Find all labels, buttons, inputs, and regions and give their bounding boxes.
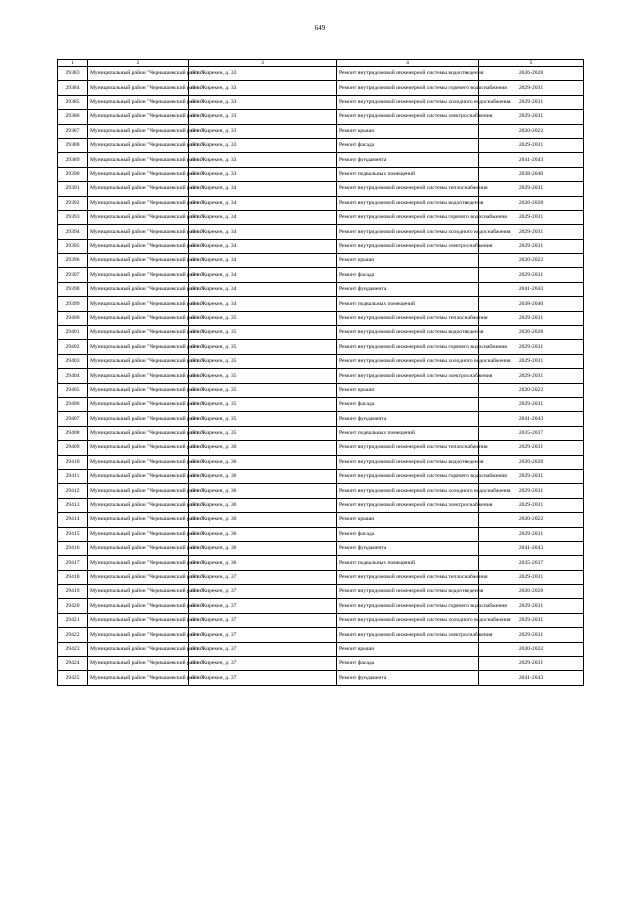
table-row xyxy=(58,124,584,138)
municipality-cell: Муниципальный район "Чернышевский район" xyxy=(88,268,189,282)
period-cell: 2020-2022 xyxy=(479,254,584,268)
column-header: 1 xyxy=(58,60,88,67)
address-cell: пгт. Жирекен, д. 33 xyxy=(189,95,337,109)
municipality-cell: Муниципальный район "Чернышевский район" xyxy=(88,541,189,555)
address-cell: пгт. Жирекен, д. 37 xyxy=(189,585,337,599)
table-row xyxy=(58,441,584,455)
period-cell: 2029-2031 xyxy=(479,397,584,411)
address-cell: пгт. Жирекен, д. 35 xyxy=(189,412,337,426)
period-cell: 2029-2031 xyxy=(479,484,584,498)
address-cell: пгт. Жирекен, д. 33 xyxy=(189,110,337,124)
table-row xyxy=(58,369,584,383)
municipality-cell: Муниципальный район "Чернышевский район" xyxy=(88,326,189,340)
table-row xyxy=(58,541,584,555)
municipality-cell: Муниципальный район "Чернышевский район" xyxy=(88,210,189,224)
work-type-cell: Ремонт внутридомовой инженерной системы водоотведения xyxy=(337,585,479,599)
work-type-cell: Ремонт внутридомовой инженерной системы водоотведения xyxy=(337,67,479,81)
period-cell: 2029-2031 xyxy=(479,95,584,109)
row-number: 29422 xyxy=(58,628,88,642)
work-type-cell: Ремонт внутридомовой инженерной системы горячего водоснабжения xyxy=(337,210,479,224)
address-cell: пгт. Жирекен, д. 34 xyxy=(189,282,337,296)
column-header: 4 xyxy=(337,60,479,67)
address-cell: пгт. Жирекен, д. 36 xyxy=(189,441,337,455)
table-row xyxy=(58,81,584,95)
work-type-cell: Ремонт внутридомовой инженерной системы холодного водоснабжения xyxy=(337,484,479,498)
address-cell: пгт. Жирекен, д. 37 xyxy=(189,642,337,656)
municipality-cell: Муниципальный район "Чернышевский район" xyxy=(88,599,189,613)
row-number: 29402 xyxy=(58,340,88,354)
period-cell: 2041-2043 xyxy=(479,153,584,167)
work-type-cell: Ремонт внутридомовой инженерной системы теплоснабжения xyxy=(337,182,479,196)
period-cell: 2029-2031 xyxy=(479,225,584,239)
work-type-cell: Ремонт крыши xyxy=(337,254,479,268)
work-type-cell: Ремонт внутридомовой инженерной системы водоотведения xyxy=(337,196,479,210)
address-cell: пгт. Жирекен, д. 37 xyxy=(189,657,337,671)
period-cell: 2029-2031 xyxy=(479,268,584,282)
municipality-cell: Муниципальный район "Чернышевский район" xyxy=(88,657,189,671)
work-type-cell: Ремонт внутридомовой инженерной системы водоотведения xyxy=(337,455,479,469)
row-number: 29413 xyxy=(58,498,88,512)
repair-schedule-table xyxy=(57,59,584,686)
period-cell: 2038-2040 xyxy=(479,167,584,181)
address-cell: пгт. Жирекен, д. 34 xyxy=(189,225,337,239)
row-number: 29412 xyxy=(58,484,88,498)
row-number: 29384 xyxy=(58,81,88,95)
period-cell: 2029-2031 xyxy=(479,441,584,455)
row-number: 29415 xyxy=(58,527,88,541)
work-type-cell: Ремонт внутридомовой инженерной системы электроснабжения xyxy=(337,110,479,124)
table-row xyxy=(58,469,584,483)
table-row xyxy=(58,484,584,498)
period-cell: 2029-2031 xyxy=(479,210,584,224)
row-number: 29405 xyxy=(58,383,88,397)
work-type-cell: Ремонт фундамента xyxy=(337,282,479,296)
row-number: 29416 xyxy=(58,541,88,555)
period-cell: 2029-2031 xyxy=(479,469,584,483)
row-number: 29396 xyxy=(58,254,88,268)
table-row xyxy=(58,311,584,325)
municipality-cell: Муниципальный район "Чернышевский район" xyxy=(88,81,189,95)
table-row xyxy=(58,326,584,340)
work-type-cell: Ремонт крыши xyxy=(337,513,479,527)
municipality-cell: Муниципальный район "Чернышевский район" xyxy=(88,311,189,325)
table-row xyxy=(58,196,584,210)
work-type-cell: Ремонт внутридомовой инженерной системы теплоснабжения xyxy=(337,311,479,325)
work-type-cell: Ремонт фундамента xyxy=(337,412,479,426)
table-row xyxy=(58,426,584,440)
period-cell: 2020-2022 xyxy=(479,642,584,656)
table-row xyxy=(58,153,584,167)
period-cell: 2029-2031 xyxy=(479,110,584,124)
period-cell: 2029-2031 xyxy=(479,498,584,512)
address-cell: пгт. Жирекен, д. 37 xyxy=(189,628,337,642)
municipality-cell: Муниципальный район "Чернышевский район" xyxy=(88,513,189,527)
row-number: 29420 xyxy=(58,599,88,613)
period-cell: 2035-2037 xyxy=(479,426,584,440)
row-number: 29419 xyxy=(58,585,88,599)
work-type-cell: Ремонт фасада xyxy=(337,397,479,411)
period-cell: 2041-2043 xyxy=(479,282,584,296)
row-number: 29408 xyxy=(58,426,88,440)
table-row xyxy=(58,268,584,282)
municipality-cell: Муниципальный район "Чернышевский район" xyxy=(88,642,189,656)
row-number: 29411 xyxy=(58,469,88,483)
municipality-cell: Муниципальный район "Чернышевский район" xyxy=(88,570,189,584)
row-number: 29407 xyxy=(58,412,88,426)
row-number: 29391 xyxy=(58,182,88,196)
row-number: 29388 xyxy=(58,138,88,152)
address-cell: пгт. Жирекен, д. 34 xyxy=(189,196,337,210)
work-type-cell: Ремонт внутридомовой инженерной системы электроснабжения xyxy=(337,239,479,253)
period-cell: 2029-2031 xyxy=(479,628,584,642)
address-cell: пгт. Жирекен, д. 34 xyxy=(189,239,337,253)
period-cell: 2029-2031 xyxy=(479,657,584,671)
period-cell: 2026-2028 xyxy=(479,196,584,210)
table-row xyxy=(58,585,584,599)
address-cell: пгт. Жирекен, д. 33 xyxy=(189,124,337,138)
period-cell: 2029-2031 xyxy=(479,599,584,613)
row-number: 29399 xyxy=(58,297,88,311)
column-header: 5 xyxy=(479,60,584,67)
period-cell: 2029-2031 xyxy=(479,354,584,368)
work-type-cell: Ремонт внутридомовой инженерной системы электроснабжения xyxy=(337,628,479,642)
period-cell: 2026-2028 xyxy=(479,455,584,469)
work-type-cell: Ремонт фундамента xyxy=(337,671,479,685)
table-row xyxy=(58,95,584,109)
municipality-cell: Муниципальный район "Чернышевский район" xyxy=(88,138,189,152)
work-type-cell: Ремонт подвальных помещений xyxy=(337,167,479,181)
municipality-cell: Муниципальный район "Чернышевский район" xyxy=(88,110,189,124)
table-body xyxy=(58,67,584,686)
row-number: 29423 xyxy=(58,642,88,656)
table-row xyxy=(58,297,584,311)
address-cell: пгт. Жирекен, д. 37 xyxy=(189,570,337,584)
table-row xyxy=(58,354,584,368)
period-cell: 2020-2022 xyxy=(479,513,584,527)
address-cell: пгт. Жирекен, д. 37 xyxy=(189,599,337,613)
address-cell: пгт. Жирекен, д. 35 xyxy=(189,340,337,354)
period-cell: 2029-2031 xyxy=(479,340,584,354)
period-cell: 2029-2031 xyxy=(479,182,584,196)
municipality-cell: Муниципальный район "Чернышевский район" xyxy=(88,297,189,311)
address-cell: пгт. Жирекен, д. 36 xyxy=(189,527,337,541)
period-cell: 2029-2031 xyxy=(479,570,584,584)
address-cell: пгт. Жирекен, д. 35 xyxy=(189,311,337,325)
work-type-cell: Ремонт внутридомовой инженерной системы водоотведения xyxy=(337,326,479,340)
row-number: 29397 xyxy=(58,268,88,282)
work-type-cell: Ремонт фасада xyxy=(337,268,479,282)
municipality-cell: Муниципальный район "Чернышевский район" xyxy=(88,498,189,512)
table-row xyxy=(58,138,584,152)
work-type-cell: Ремонт фасада xyxy=(337,657,479,671)
address-cell: пгт. Жирекен, д. 36 xyxy=(189,498,337,512)
address-cell: пгт. Жирекен, д. 35 xyxy=(189,354,337,368)
table-row xyxy=(58,282,584,296)
table-row xyxy=(58,455,584,469)
table-row xyxy=(58,657,584,671)
municipality-cell: Муниципальный район "Чернышевский район" xyxy=(88,225,189,239)
address-cell: пгт. Жирекен, д. 35 xyxy=(189,397,337,411)
table-row xyxy=(58,513,584,527)
work-type-cell: Ремонт внутридомовой инженерной системы горячего водоснабжения xyxy=(337,340,479,354)
table-row xyxy=(58,599,584,613)
address-cell: пгт. Жирекен, д. 36 xyxy=(189,556,337,570)
municipality-cell: Муниципальный район "Чернышевский район" xyxy=(88,282,189,296)
work-type-cell: Ремонт внутридомовой инженерной системы горячего водоснабжения xyxy=(337,469,479,483)
page-number: 649 xyxy=(314,24,326,32)
table-row xyxy=(58,613,584,627)
row-number: 29385 xyxy=(58,95,88,109)
row-number: 29425 xyxy=(58,671,88,685)
table-row xyxy=(58,210,584,224)
table-row xyxy=(58,67,584,81)
address-cell: пгт. Жирекен, д. 36 xyxy=(189,484,337,498)
address-cell: пгт. Жирекен, д. 36 xyxy=(189,455,337,469)
address-cell: пгт. Жирекен, д. 34 xyxy=(189,210,337,224)
municipality-cell: Муниципальный район "Чернышевский район" xyxy=(88,628,189,642)
address-cell: пгт. Жирекен, д. 35 xyxy=(189,383,337,397)
table-row xyxy=(58,397,584,411)
table-row xyxy=(58,498,584,512)
table-header xyxy=(58,60,584,67)
work-type-cell: Ремонт подвальных помещений xyxy=(337,426,479,440)
municipality-cell: Муниципальный район "Чернышевский район" xyxy=(88,167,189,181)
municipality-cell: Муниципальный район "Чернышевский район" xyxy=(88,455,189,469)
period-cell: 2029-2031 xyxy=(479,138,584,152)
row-number: 29401 xyxy=(58,326,88,340)
municipality-cell: Муниципальный район "Чернышевский район" xyxy=(88,124,189,138)
table-row xyxy=(58,570,584,584)
row-number: 29392 xyxy=(58,196,88,210)
period-cell: 2041-2043 xyxy=(479,671,584,685)
row-number: 29383 xyxy=(58,67,88,81)
work-type-cell: Ремонт внутридомовой инженерной системы холодного водоснабжения xyxy=(337,225,479,239)
work-type-cell: Ремонт внутридомовой инженерной системы теплоснабжения xyxy=(337,441,479,455)
row-number: 29400 xyxy=(58,311,88,325)
row-number: 29393 xyxy=(58,210,88,224)
row-number: 29387 xyxy=(58,124,88,138)
municipality-cell: Муниципальный район "Чернышевский район" xyxy=(88,412,189,426)
row-number: 29424 xyxy=(58,657,88,671)
period-cell: 2026-2028 xyxy=(479,326,584,340)
row-number: 29404 xyxy=(58,369,88,383)
address-cell: пгт. Жирекен, д. 37 xyxy=(189,671,337,685)
table-row xyxy=(58,167,584,181)
municipality-cell: Муниципальный район "Чернышевский район" xyxy=(88,527,189,541)
work-type-cell: Ремонт фундамента xyxy=(337,541,479,555)
municipality-cell: Муниципальный район "Чернышевский район" xyxy=(88,397,189,411)
row-number: 29410 xyxy=(58,455,88,469)
table-row xyxy=(58,239,584,253)
period-cell: 2029-2031 xyxy=(479,369,584,383)
row-number: 29403 xyxy=(58,354,88,368)
address-cell: пгт. Жирекен, д. 35 xyxy=(189,369,337,383)
municipality-cell: Муниципальный район "Чернышевский район" xyxy=(88,585,189,599)
work-type-cell: Ремонт фасада xyxy=(337,527,479,541)
work-type-cell: Ремонт внутридомовой инженерной системы электроснабжения xyxy=(337,498,479,512)
work-type-cell: Ремонт крыши xyxy=(337,383,479,397)
table-row xyxy=(58,182,584,196)
period-cell: 2029-2031 xyxy=(479,527,584,541)
municipality-cell: Муниципальный район "Чернышевский район" xyxy=(88,354,189,368)
municipality-cell: Муниципальный район "Чернышевский район" xyxy=(88,426,189,440)
period-cell: 2038-2040 xyxy=(479,297,584,311)
municipality-cell: Муниципальный район "Чернышевский район" xyxy=(88,469,189,483)
work-type-cell: Ремонт внутридомовой инженерной системы теплоснабжения xyxy=(337,570,479,584)
address-cell: пгт. Жирекен, д. 35 xyxy=(189,426,337,440)
row-number: 29389 xyxy=(58,153,88,167)
address-cell: пгт. Жирекен, д. 34 xyxy=(189,182,337,196)
municipality-cell: Муниципальный район "Чернышевский район" xyxy=(88,556,189,570)
row-number: 29414 xyxy=(58,513,88,527)
work-type-cell: Ремонт подвальных помещений xyxy=(337,297,479,311)
row-number: 29418 xyxy=(58,570,88,584)
municipality-cell: Муниципальный район "Чернышевский район" xyxy=(88,369,189,383)
work-type-cell: Ремонт внутридомовой инженерной системы электроснабжения xyxy=(337,369,479,383)
row-number: 29398 xyxy=(58,282,88,296)
row-number: 29417 xyxy=(58,556,88,570)
period-cell: 2020-2022 xyxy=(479,124,584,138)
address-cell: пгт. Жирекен, д. 37 xyxy=(189,613,337,627)
work-type-cell: Ремонт крыши xyxy=(337,124,479,138)
period-cell: 2041-2043 xyxy=(479,541,584,555)
row-number: 29406 xyxy=(58,397,88,411)
work-type-cell: Ремонт внутридомовой инженерной системы холодного водоснабжения xyxy=(337,613,479,627)
address-cell: пгт. Жирекен, д. 33 xyxy=(189,153,337,167)
address-cell: пгт. Жирекен, д. 34 xyxy=(189,268,337,282)
table-row xyxy=(58,527,584,541)
municipality-cell: Муниципальный район "Чернышевский район" xyxy=(88,153,189,167)
table-row xyxy=(58,628,584,642)
address-cell: пгт. Жирекен, д. 36 xyxy=(189,513,337,527)
table-row xyxy=(58,671,584,685)
period-cell: 2041-2043 xyxy=(479,412,584,426)
work-type-cell: Ремонт фасада xyxy=(337,138,479,152)
municipality-cell: Муниципальный район "Чернышевский район" xyxy=(88,239,189,253)
table-row xyxy=(58,340,584,354)
work-type-cell: Ремонт внутридомовой инженерной системы холодного водоснабжения xyxy=(337,95,479,109)
work-type-cell: Ремонт внутридомовой инженерной системы холодного водоснабжения xyxy=(337,354,479,368)
period-cell: 2029-2031 xyxy=(479,81,584,95)
period-cell: 2029-2031 xyxy=(479,613,584,627)
address-cell: пгт. Жирекен, д. 35 xyxy=(189,326,337,340)
row-number: 29386 xyxy=(58,110,88,124)
work-type-cell: Ремонт внутридомовой инженерной системы горячего водоснабжения xyxy=(337,599,479,613)
work-type-cell: Ремонт подвальных помещений xyxy=(337,556,479,570)
address-cell: пгт. Жирекен, д. 33 xyxy=(189,67,337,81)
address-cell: пгт. Жирекен, д. 36 xyxy=(189,541,337,555)
table-row xyxy=(58,110,584,124)
period-cell: 2029-2031 xyxy=(479,239,584,253)
municipality-cell: Муниципальный район "Чернышевский район" xyxy=(88,383,189,397)
municipality-cell: Муниципальный район "Чернышевский район" xyxy=(88,182,189,196)
period-cell: 2035-2037 xyxy=(479,556,584,570)
municipality-cell: Муниципальный район "Чернышевский район" xyxy=(88,67,189,81)
address-cell: пгт. Жирекен, д. 34 xyxy=(189,297,337,311)
municipality-cell: Муниципальный район "Чернышевский район" xyxy=(88,196,189,210)
address-cell: пгт. Жирекен, д. 36 xyxy=(189,469,337,483)
table-row xyxy=(58,225,584,239)
municipality-cell: Муниципальный район "Чернышевский район" xyxy=(88,254,189,268)
municipality-cell: Муниципальный район "Чернышевский район" xyxy=(88,671,189,685)
address-cell: пгт. Жирекен, д. 33 xyxy=(189,167,337,181)
work-type-cell: Ремонт фундамента xyxy=(337,153,479,167)
column-header: 3 xyxy=(189,60,337,67)
header-row xyxy=(58,60,584,67)
period-cell: 2020-2022 xyxy=(479,383,584,397)
period-cell: 2029-2031 xyxy=(479,311,584,325)
table-row xyxy=(58,412,584,426)
work-type-cell: Ремонт внутридомовой инженерной системы горячего водоснабжения xyxy=(337,81,479,95)
row-number: 29421 xyxy=(58,613,88,627)
table-row xyxy=(58,556,584,570)
municipality-cell: Муниципальный район "Чернышевский район" xyxy=(88,484,189,498)
municipality-cell: Муниципальный район "Чернышевский район" xyxy=(88,340,189,354)
address-cell: пгт. Жирекен, д. 33 xyxy=(189,138,337,152)
period-cell: 2026-2028 xyxy=(479,67,584,81)
address-cell: пгт. Жирекен, д. 33 xyxy=(189,81,337,95)
address-cell: пгт. Жирекен, д. 34 xyxy=(189,254,337,268)
table-row xyxy=(58,254,584,268)
column-header: 2 xyxy=(88,60,189,67)
municipality-cell: Муниципальный район "Чернышевский район" xyxy=(88,95,189,109)
row-number: 29394 xyxy=(58,225,88,239)
municipality-cell: Муниципальный район "Чернышевский район" xyxy=(88,613,189,627)
row-number: 29409 xyxy=(58,441,88,455)
row-number: 29390 xyxy=(58,167,88,181)
municipality-cell: Муниципальный район "Чернышевский район" xyxy=(88,441,189,455)
work-type-cell: Ремонт крыши xyxy=(337,642,479,656)
row-number: 29395 xyxy=(58,239,88,253)
table-row xyxy=(58,642,584,656)
table-row xyxy=(58,383,584,397)
period-cell: 2026-2028 xyxy=(479,585,584,599)
